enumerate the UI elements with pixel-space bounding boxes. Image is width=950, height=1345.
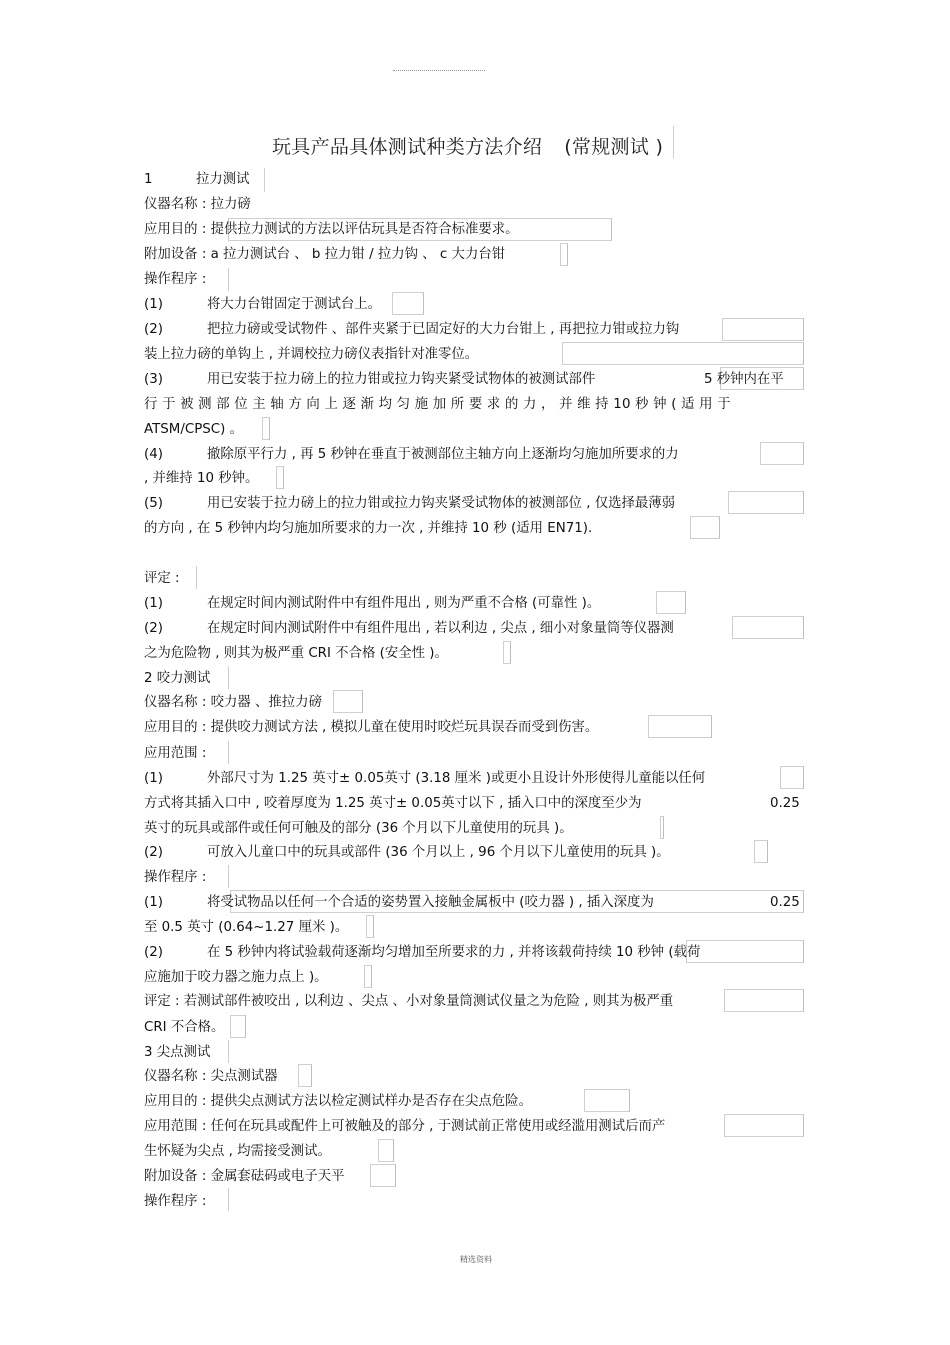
doc-line: 评定 : 若测试部件被咬出 , 以利边 、尖点 、小对象量筒测试仪量之为危险 , 则其为极严重 [144, 994, 674, 1009]
doc-line: 英寸的玩具或部件或任何可触及的部分 (36 个月以下儿童使用的玩具 )。 [144, 821, 573, 836]
frame-box [262, 417, 270, 440]
doc-line: , 并维持 10 秒钟。 [144, 471, 259, 486]
frame-mark [228, 666, 230, 689]
frame-box [230, 1015, 246, 1038]
frame-box [648, 715, 712, 738]
frame-box [584, 1089, 630, 1112]
frame-box [780, 766, 804, 789]
doc-line: (3) 用已安装于拉力磅上的拉力钳或拉力钩夹紧受试物体的被测试部件 5 秒钟内在平 [144, 372, 784, 387]
doc-line: 评定 : [144, 571, 180, 586]
frame-mark [196, 566, 198, 589]
frame-box [562, 342, 804, 365]
doc-line: 附加设备 : 金属套砝码或电子天平 [144, 1169, 345, 1184]
frame-mark [264, 168, 266, 192]
doc-line: 应用目的 : 提供尖点测试方法以检定测试样办是否存在尖点危险。 [144, 1094, 532, 1109]
doc-line: (1) 外部尺寸为 1.25 英寸± 0.05英寸 (3.18 厘米 )或更小且设计外形使得儿童能以任何 [144, 771, 706, 786]
frame-box [276, 466, 284, 489]
frame-mark [228, 741, 230, 764]
doc-line: 的方向 , 在 5 秒钟内均匀施加所要求的力一次 , 并维持 10 秒 (适用 EN71). [144, 521, 593, 536]
doc-line: (1) 在规定时间内测试附件中有组件甩出 , 则为严重不合格 (可靠性 )。 [144, 596, 601, 611]
frame-box [298, 1064, 312, 1087]
doc-line: (2) 在 5 秒钟内将试验载荷逐渐均匀增加至所要求的力 , 并将该载荷持续 10 秒钟 (载荷 [144, 945, 701, 960]
frame-box [722, 318, 804, 341]
frame-mark [228, 1040, 230, 1063]
frame-box [333, 690, 363, 713]
frame-box [724, 1114, 804, 1137]
frame-box [503, 641, 511, 664]
section-heading: 1 拉力测试 [144, 172, 250, 187]
frame-box [378, 1139, 394, 1162]
doc-line: 之为危险物 , 则其为极严重 CRI 不合格 (安全性 )。 [144, 646, 448, 661]
doc-line: 方式将其插入口中 , 咬着厚度为 1.25 英寸± 0.05英寸以下 , 插入口中的深度至少为 0.25 [144, 796, 800, 811]
frame-box [760, 442, 804, 465]
frame-box [690, 516, 720, 539]
doc-line: 应用范围 : [144, 746, 207, 761]
doc-line: 装上拉力磅的单钩上 , 并调校拉力磅仪表指针对准零位。 [144, 347, 479, 362]
frame-box [686, 940, 804, 963]
doc-line: 应施加于咬力器之施力点上 )。 [144, 970, 328, 985]
doc-line: 操作程序 : [144, 1194, 207, 1209]
frame-box [392, 292, 424, 315]
doc-line: CRI 不合格。 [144, 1020, 225, 1035]
doc-line: 应用范围 : 任何在玩具或配件上可被触及的部分 , 于测试前正常使用或经滥用测试后而产 [144, 1119, 666, 1134]
frame-box [754, 840, 768, 863]
doc-line: 操作程序 : [144, 870, 207, 885]
frame-box [366, 915, 374, 938]
frame-mark [228, 1188, 230, 1211]
frame-box [724, 989, 804, 1012]
frame-mark [228, 865, 230, 888]
section-heading: 3 尖点测试 [144, 1045, 211, 1060]
frame-box [728, 491, 804, 514]
doc-line: (4) 撤除原平行力 , 再 5 秒钟在垂直于被测部位主轴方向上逐渐均匀施加所要求的力 [144, 447, 679, 462]
title-main: 玩具产品具体测试种类方法介绍 [272, 136, 543, 158]
doc-line: (2) 可放入儿童口中的玩具或部件 (36 个月以上 , 96 个月以下儿童使用的玩具 )。 [144, 845, 670, 860]
frame-mark [228, 268, 230, 291]
section-heading: 2 咬力测试 [144, 671, 211, 686]
frame-box [560, 243, 568, 266]
doc-line: (1) 将受试物品以任何一个合适的姿势置入接触金属板中 (咬力器 ) , 插入深度为 0.25 [144, 895, 800, 910]
doc-line: 仪器名称 : 尖点测试器 [144, 1069, 278, 1084]
frame-box [364, 965, 372, 988]
frame-box [660, 816, 664, 839]
doc-line: 仪器名称 : 拉力磅 [144, 197, 251, 212]
doc-line: 应用目的 : 提供拉力测试的方法以评估玩具是否符合标准要求。 [144, 222, 519, 237]
doc-line: 生怀疑为尖点 , 均需接受测试。 [144, 1144, 331, 1159]
doc-line: 操作程序 : [144, 272, 207, 287]
doc-line: (1) 将大力台钳固定于测试台上。 [144, 297, 382, 312]
frame-box [732, 616, 804, 639]
doc-line: (2) 把拉力磅或受试物件 、部件夹紧于已固定好的大力台钳上 , 再把拉力钳或拉力钩 [144, 322, 680, 337]
frame-box [370, 1164, 396, 1187]
doc-line: (2) 在规定时间内测试附件中有组件甩出 , 若以利边 , 尖点 , 细小对象量筒等仪器测 [144, 621, 674, 636]
frame-box [656, 591, 686, 614]
doc-line: 行 于 被 测 部 位 主 轴 方 向 上 逐 渐 均 匀 施 加 所 要 求 的 力 ， 并 维 持 10 秒 钟 ( 适 用 于 [144, 397, 731, 412]
doc-line: (5) 用已安装于拉力磅上的拉力钳或拉力钩夹紧受试物体的被测部位 , 仅选择最薄弱 [144, 496, 676, 511]
doc-line: ATSM/CPSC) 。 [144, 422, 244, 437]
doc-line: 仪器名称 : 咬力器 、推拉力磅 [144, 695, 322, 710]
doc-line: 应用目的 : 提供咬力测试方法 , 模拟儿童在使用时咬烂玩具误吞而受到伤害。 [144, 720, 599, 735]
title-sub: (常规测试 ) [564, 136, 664, 158]
page-footer: 精选资料 [460, 1255, 492, 1264]
doc-line: 至 0.5 英寸 (0.64~1.27 厘米 )。 [144, 920, 349, 935]
doc-line: 附加设备 : a 拉力测试台 、 b 拉力钳 / 拉力钩 、 c 大力台钳 [144, 247, 506, 262]
